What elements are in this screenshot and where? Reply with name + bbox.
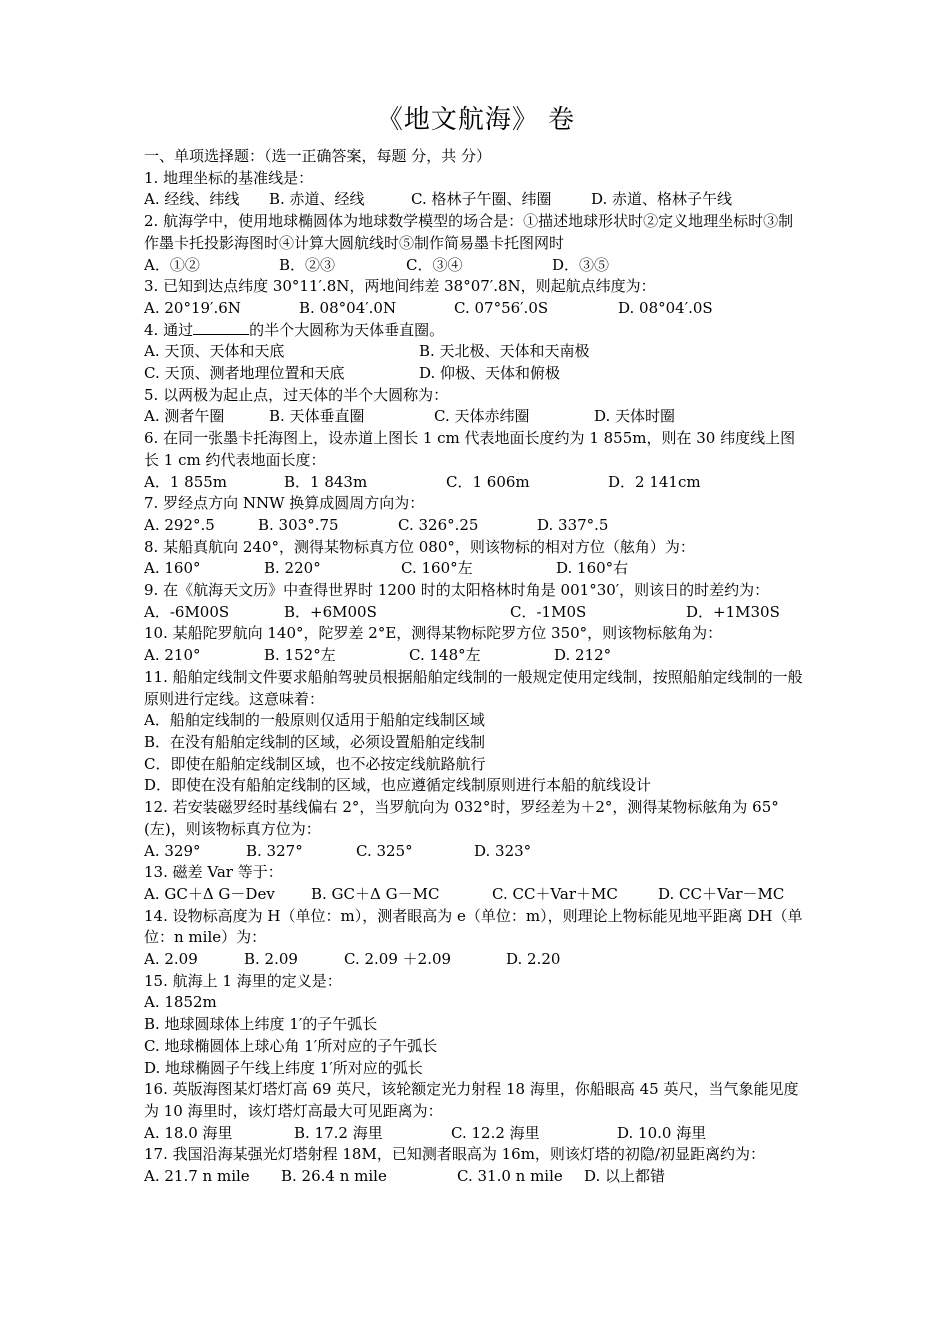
question-15 bbox=[144, 971, 808, 1080]
question-stem-part: 的半个大圆称为天体垂直圈。 bbox=[249, 320, 445, 339]
option-d: D．③⑤ bbox=[552, 255, 610, 274]
option-a: A. 天顶、天体和天底 bbox=[144, 342, 285, 361]
option-c: C．③④ bbox=[406, 255, 463, 274]
option-a: A．①② bbox=[144, 255, 200, 274]
question-stem: 5. 以两极为起止点，过天体的半个大圆称为： bbox=[144, 385, 449, 404]
question-stem-part: 4. 通过 bbox=[144, 320, 194, 339]
options-row bbox=[144, 1166, 808, 1188]
option-c: C. 326°.25 bbox=[398, 515, 479, 534]
option-a: A. 2.09 bbox=[144, 950, 198, 969]
question-stem: 1. 地理坐标的基准线是： bbox=[144, 168, 314, 187]
option-a: A. 18.0 海里 bbox=[144, 1123, 233, 1142]
question-stem: 6. 在同一张墨卡托海图上，设赤道上图长 1 cm 代表地面长度约为 1 855m，则在 30 纬度线上图长 1 cm 约代表地面长度： bbox=[144, 429, 796, 469]
option-d: D. 天体时圈 bbox=[594, 407, 676, 426]
question-5 bbox=[144, 385, 808, 428]
question-14 bbox=[144, 906, 808, 971]
option-a: A. 1852m bbox=[144, 993, 217, 1012]
options-row bbox=[144, 406, 808, 428]
question-6 bbox=[144, 428, 808, 493]
option-b: B. 152°左 bbox=[264, 646, 336, 665]
question-16 bbox=[144, 1079, 808, 1144]
option-d: D. 仰极、天体和俯极 bbox=[419, 364, 561, 383]
option-d: D. 2.20 bbox=[506, 950, 561, 969]
question-stem: 10. 某船陀罗航向 140°，陀罗差 2°E，测得某物标陀罗方位 350°，则该物标舷角为： bbox=[144, 624, 723, 643]
page-title: 《地文航海》 卷 bbox=[376, 105, 576, 135]
option-a: A. GC＋Δ G－Dev bbox=[144, 884, 275, 903]
option-a: A．-6M00S bbox=[144, 602, 230, 621]
question-8 bbox=[144, 537, 808, 580]
option-d: D. 323° bbox=[474, 841, 532, 860]
option-b: B．+6M00S bbox=[284, 602, 377, 621]
question-3 bbox=[144, 276, 808, 319]
option-b: B. GC＋Δ G－MC bbox=[311, 884, 440, 903]
section-heading: 一、单项选择题：（选一正确答案，每题 分，共 分） bbox=[144, 147, 492, 165]
question-stem: 12. 若安装磁罗经时基线偏右 2°，当罗航向为 032°时，罗经差为＋2°，测得某物标舷角为 65°(左)，则该物标真方位为： bbox=[144, 798, 779, 838]
question-2 bbox=[144, 211, 808, 276]
options-row bbox=[144, 298, 808, 320]
options-row bbox=[144, 884, 808, 906]
option-c: C．-1M0S bbox=[510, 602, 587, 621]
option-a: A. 160° bbox=[144, 559, 201, 578]
option-b: B. 赤道、经线 bbox=[269, 190, 365, 209]
question-stem: 16. 英版海图某灯塔灯高 69 英尺，该轮额定光力射程 18 海里，你船眼高 45 英尺，当气象能见度为 10 海里时，该灯塔灯高最大可见距离为： bbox=[144, 1080, 799, 1120]
options-row bbox=[144, 472, 808, 494]
option-a: A. 292°.5 bbox=[144, 515, 215, 534]
option-b: B. 220° bbox=[264, 559, 321, 578]
option-d: D. 地球椭圆子午线上纬度 1′所对应的弧长 bbox=[144, 1058, 423, 1077]
option-d: D. 212° bbox=[554, 646, 612, 665]
question-stem: 11. 船舶定线制文件要求船舶驾驶员根据船舶定线制的一般规定使用定线制，按照船舶定线制的一般原则进行定线。这意味着： bbox=[144, 667, 803, 708]
option-d: D．+1M30S bbox=[686, 602, 780, 621]
option-b: B. 天北极、天体和天南极 bbox=[419, 342, 590, 361]
option-a: A. 21.7 n mile bbox=[144, 1167, 250, 1186]
option-b: B．②③ bbox=[279, 255, 336, 274]
question-7 bbox=[144, 493, 808, 536]
option-d: D. 08°04′.0S bbox=[618, 298, 713, 317]
option-a: A. 20°19′.6N bbox=[144, 298, 241, 317]
options-row bbox=[144, 255, 808, 277]
option-d: D. 赤道、格林子午线 bbox=[591, 190, 733, 209]
question-stem: 7. 罗经点方向 NNW 换算成圆周方向为： bbox=[144, 494, 425, 513]
answer-blank bbox=[193, 320, 249, 335]
options-row bbox=[144, 841, 808, 863]
question-stem: 8. 某船真航向 240°，测得某物标真方位 080°，则该物标的相对方位（舷角）为： bbox=[144, 537, 695, 556]
options-row bbox=[144, 189, 808, 211]
question-stem: 15. 航海上 1 海里的定义是： bbox=[144, 971, 342, 990]
question-17 bbox=[144, 1144, 808, 1187]
question-4 bbox=[144, 320, 808, 385]
options-row bbox=[144, 558, 808, 580]
option-c: C. 148°左 bbox=[409, 646, 481, 665]
option-c: C. CC＋Var＋MC bbox=[492, 884, 618, 903]
option-c: C．1 606m bbox=[446, 472, 530, 491]
option-c: C. 12.2 海里 bbox=[451, 1123, 540, 1142]
option-d: D．即使在没有船舶定线制的区域，也应遵循定线制原则进行本船的航线设计 bbox=[144, 776, 652, 795]
option-a: A．船舶定线制的一般原则仅适用于船舶定线制区域 bbox=[144, 711, 485, 730]
option-b: B．1 843m bbox=[284, 472, 368, 491]
option-d: D. 337°.5 bbox=[537, 515, 609, 534]
option-c: C. 160°左 bbox=[401, 559, 473, 578]
option-b: B. 26.4 n mile bbox=[281, 1167, 387, 1186]
question-stem bbox=[144, 320, 808, 342]
option-c: C. 天体赤纬圈 bbox=[434, 407, 530, 426]
option-d: D. 10.0 海里 bbox=[617, 1123, 707, 1142]
option-b: B. 地球圆球体上纬度 1′的子午弧长 bbox=[144, 1015, 378, 1034]
option-b: B. 天体垂直圈 bbox=[269, 407, 365, 426]
option-b: B. 303°.75 bbox=[258, 515, 339, 534]
options-row bbox=[144, 515, 808, 537]
option-a: A. 210° bbox=[144, 646, 201, 665]
option-a: A. 测者午圈 bbox=[144, 407, 225, 426]
question-stem: 14. 设物标高度为 H（单位：m），测者眼高为 e（单位：m），则理论上物标能见地平距离 DH（单位：n mile）为： bbox=[144, 906, 803, 947]
option-b: B. 08°04′.0N bbox=[299, 298, 397, 317]
options-row bbox=[144, 949, 808, 971]
options-row bbox=[144, 1123, 808, 1145]
option-c: C. 07°56′.0S bbox=[454, 298, 549, 317]
option-a: A．1 855m bbox=[144, 472, 227, 491]
option-c: C. 325° bbox=[356, 841, 413, 860]
option-c: C. 天顶、测者地理位置和天底 bbox=[144, 364, 345, 383]
option-d: D. CC＋Var－MC bbox=[658, 884, 785, 903]
option-c: C．即使在船舶定线制区域，也不必按定线航路航行 bbox=[144, 754, 486, 773]
question-stem: 3. 已知到达点纬度 30°11′.8N，两地间纬差 38°07′.8N，则起航点纬度为： bbox=[144, 277, 656, 296]
option-b: B. 17.2 海里 bbox=[294, 1123, 383, 1142]
option-b: B. 327° bbox=[246, 841, 303, 860]
options-row bbox=[144, 602, 808, 624]
option-d: D. 160°右 bbox=[556, 559, 629, 578]
question-9 bbox=[144, 580, 808, 623]
question-1 bbox=[144, 168, 808, 211]
question-12 bbox=[144, 797, 808, 862]
option-a: A. 经线、纬线 bbox=[144, 190, 240, 209]
options-row bbox=[144, 645, 808, 667]
option-c: C. 格林子午圈、纬圈 bbox=[411, 190, 552, 209]
options-row bbox=[144, 341, 808, 363]
question-stem: 17. 我国沿海某强光灯塔射程 18M，已知测者眼高为 16m，则该灯塔的初隐/初显距离约为： bbox=[144, 1145, 765, 1164]
option-c: C. 31.0 n mile bbox=[457, 1167, 563, 1186]
option-d: D．2 141cm bbox=[608, 472, 701, 491]
question-stem: 9. 在《航海天文历》中查得世界时 1200 时的太阳格林时角是 001°30′，则该日的时差约为： bbox=[144, 581, 770, 600]
option-c: C. 2.09 ＋2.09 bbox=[344, 950, 452, 969]
question-13 bbox=[144, 862, 808, 905]
option-c: C. 地球椭圆体上球心角 1′所对应的子午弧长 bbox=[144, 1036, 438, 1055]
option-a: A. 329° bbox=[144, 841, 201, 860]
options-row bbox=[144, 363, 808, 385]
option-b: B．在没有船舶定线制的区域，必须设置船舶定线制 bbox=[144, 732, 486, 751]
option-b: B. 2.09 bbox=[244, 950, 298, 969]
question-10 bbox=[144, 623, 808, 666]
question-11 bbox=[144, 667, 808, 797]
option-d: D. 以上都错 bbox=[584, 1167, 666, 1186]
question-stem: 13. 磁差 Var 等于： bbox=[144, 863, 283, 882]
question-stem: 2. 航海学中，使用地球椭圆体为地球数学模型的场合是：①描述地球形状时②定义地理坐标时③制作墨卡托投影海图时④计算大圆航线时⑤制作简易墨卡托图网时 bbox=[144, 212, 794, 252]
